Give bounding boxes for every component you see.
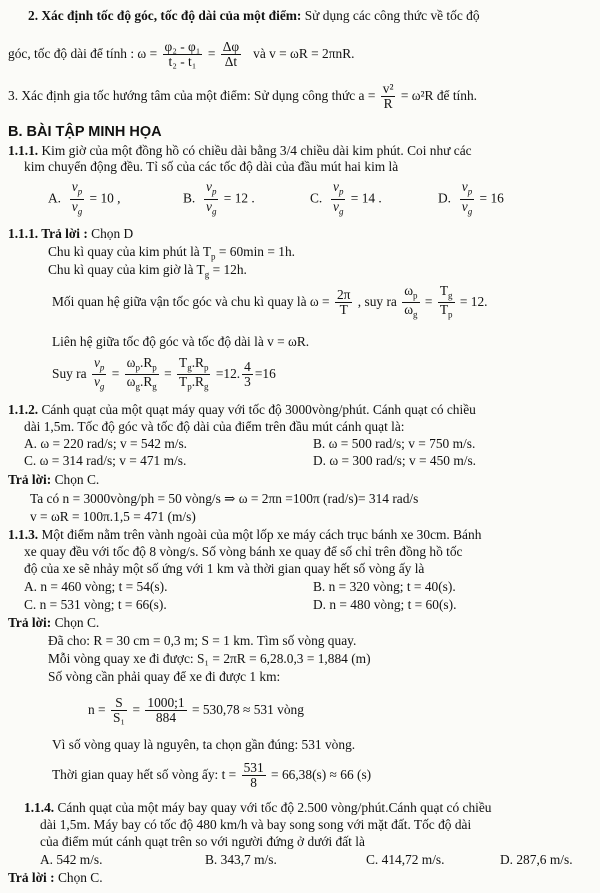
text: Chu kì quay của kim phút là T	[48, 244, 212, 259]
text: Cánh quạt của một máy bay quay với tốc độ 2.500 vòng/phút.Cánh quạt có chiều	[54, 800, 492, 815]
subscript: p	[211, 251, 216, 262]
text: góc, tốc độ dài để tính : ω =	[8, 46, 158, 61]
q113-solution-3: Số vòng cần phải quay để xe đi được 1 km:	[48, 669, 281, 684]
option-value: = 12 .	[223, 190, 255, 206]
fraction	[70, 180, 84, 218]
subscript: g	[204, 269, 210, 280]
q111-option-a[interactable]	[48, 180, 121, 218]
q112-solution-1: Ta có n = 3000vòng/ph = 50 vòng/s ⇒ ω = 2πn =100π (rad/s)= 314 rad/s	[30, 491, 419, 506]
equals: =	[132, 702, 141, 717]
answer-label: Trả lời:	[8, 472, 52, 487]
denominator: t₂ - t₁	[168, 54, 197, 70]
text: = 66,38(s) ≈ 66 (s)	[271, 767, 372, 782]
q111-option-d[interactable]	[438, 180, 504, 218]
method-2-line-1	[28, 8, 480, 24]
denominator: 3	[244, 374, 251, 390]
answer-choice: Chọn C.	[51, 472, 100, 487]
q114-option-d[interactable]: D. 287,6 m/s.	[500, 852, 573, 867]
q113-option-a[interactable]: A. n = 460 vòng; t = 54(s).	[24, 579, 168, 594]
text: = 12h.	[209, 262, 247, 277]
q112-line-1	[8, 402, 476, 418]
q113-line-1	[8, 527, 481, 543]
q112-option-a[interactable]: A. ω = 220 rad/s; v = 542 m/s.	[24, 436, 188, 451]
q111-answer	[8, 226, 133, 242]
subscript: g	[467, 206, 473, 217]
answer-label: Trả lời :	[8, 870, 55, 885]
question-number: 1.1.3.	[8, 527, 39, 542]
fraction	[381, 82, 396, 111]
q114-line-1	[24, 800, 492, 816]
subscript: p	[211, 186, 217, 197]
fraction	[221, 40, 241, 69]
q111-line-2: kim chuyển động đều. Tỉ số của các tốc độ dài của đầu mút hai kim là	[24, 159, 399, 174]
text: và v = ωR = 2πnR.	[253, 46, 355, 61]
text: Kim giờ của một đồng hồ có chiều dài bằng 3/4 chiều dài kim phút. Coi như các	[38, 143, 472, 158]
fraction: $\frac{v_p}{v_g}$	[93, 354, 105, 393]
subscript: g	[211, 206, 217, 217]
fraction	[145, 696, 186, 725]
fraction	[331, 180, 345, 218]
method-2-text: Sử dụng các công thức về tốc độ	[301, 8, 480, 23]
q113-solution-2: Mỗi vòng quay xe đi được: S₁ = 2πR = 6,28.0,3 = 1,884 (m)	[48, 651, 371, 666]
method-2-title: 2. Xác định tốc độ góc, tốc độ dài của một điểm:	[28, 8, 302, 23]
text: = 60min = 1h.	[215, 244, 295, 259]
q111-solution-5: Suy ra $\frac{v_p}{v_g}$ = $\frac{\omega_p.R_p}{\omega_g.R_g}$ = $\frac{T_g.R_p}{T_p.R_g}$ =12. $\frac{4}{3}$ =16	[52, 354, 276, 393]
section-heading: B. BÀI TẬP MINH HỌA	[8, 124, 162, 140]
answer-choice: Chọn C.	[54, 870, 103, 885]
numerator: 4	[244, 359, 251, 375]
q113-solution-1: Đã cho: R = 30 cm = 0,3 m; S = 1 km. Tìm số vòng quay.	[48, 633, 357, 648]
numerator: 2π	[336, 287, 351, 303]
text: Mối quan hệ giữa vận tốc góc và chu kì quay là ω =	[52, 294, 330, 309]
q113-answer	[8, 615, 99, 631]
subscript: p	[338, 186, 344, 197]
q114-line-2: dài 1,5m. Máy bay có tốc độ 480 km/h và bay song song với mặt đất. Tốc độ dài	[40, 817, 472, 832]
q114-line-3: của điểm mút cánh quạt trên so với người đứng ở dưới đất là	[40, 834, 365, 849]
text: Một điểm nằm trên vành ngoài của một lốp xe máy cách trục bánh xe 30cm. Bánh	[38, 527, 482, 542]
q114-option-b[interactable]: B. 343,7 m/s.	[205, 852, 277, 867]
q114-answer	[8, 870, 103, 886]
method-3-line	[8, 78, 477, 114]
subscript: g	[77, 206, 83, 217]
denominator: 884	[155, 710, 177, 726]
denominator: R	[383, 96, 393, 112]
fraction	[460, 180, 474, 218]
q113-line-2: xe quay đều với tốc độ 8 vòng/s. Số vòng bánh xe quay để số chỉ trên đồng hồ tốc	[24, 544, 463, 559]
text: Thời gian quay hết số vòng ấy: t =	[52, 767, 237, 782]
subscript: p	[467, 186, 473, 197]
question-number: 1.1.4.	[24, 800, 55, 815]
subscript: p	[77, 186, 83, 197]
denominator: S₁	[112, 710, 126, 726]
q114-option-c[interactable]: C. 414,72 m/s.	[366, 852, 445, 867]
denominator: T	[339, 302, 348, 318]
question-number: 1.1.1.	[8, 143, 39, 158]
numerator: 531	[243, 760, 264, 776]
q111-option-c[interactable]	[310, 180, 382, 218]
text: Chu kì quay của kim giờ là T	[48, 262, 205, 277]
denominator: v	[71, 198, 78, 214]
option-label: C.	[310, 190, 323, 206]
text: = ω²R để tính.	[400, 88, 478, 103]
q113-option-b[interactable]: B. n = 320 vòng; t = 40(s).	[313, 579, 456, 594]
q113-solution-5: Vì số vòng quay là nguyên, ta chọn gần đúng: 531 vòng.	[52, 737, 356, 752]
denominator: 8	[250, 775, 257, 791]
q111-option-b[interactable]	[183, 180, 255, 218]
text: =16	[254, 366, 276, 381]
q113-line-3: độ của xe sẽ nhảy một số ứng với 1 km và thời gian quay hết số vòng ấy là	[24, 561, 425, 576]
fraction: $\frac{T_g}{T_p}$	[439, 282, 453, 321]
text: 3. Xác định gia tốc hướng tâm của một điểm: Sử dụng công thức a =	[8, 88, 376, 103]
q113-solution-4	[88, 690, 304, 730]
q112-line-2: dài 1,5m. Tốc độ góc và tốc độ dài của điểm trên đầu mút cánh quạt là:	[24, 419, 405, 434]
q112-option-c[interactable]: C. ω = 314 rad/s; v = 471 m/s.	[24, 453, 187, 468]
numerator: φ₂ - φ₁	[164, 39, 201, 55]
equals: =	[207, 46, 216, 61]
fraction: $\frac{\omega_p}{\omega_g}$	[404, 282, 418, 321]
fraction: $\frac{T_g.R_p}{T_p.R_g}$	[179, 354, 209, 393]
fraction	[163, 40, 203, 69]
denominator: v	[205, 198, 212, 214]
text: =12.	[215, 366, 241, 381]
text: , suy ra	[357, 294, 397, 309]
fraction	[242, 761, 266, 790]
numerator: 1000;1	[147, 695, 185, 711]
fraction	[204, 180, 218, 218]
numerator: v	[461, 179, 468, 194]
fraction	[111, 696, 127, 725]
text: n =	[88, 702, 106, 717]
text: = 530,78 ≈ 531 vòng	[191, 702, 304, 717]
option-value: = 10 ,	[89, 190, 121, 206]
fraction: $\frac{\omega_p.R_p}{\omega_g.R_g}$	[126, 354, 157, 393]
q111-line-1	[8, 143, 472, 159]
q113-solution-6	[52, 755, 371, 795]
answer-label: Trả lời:	[8, 615, 52, 630]
numerator: v	[71, 179, 78, 194]
fraction	[242, 360, 253, 389]
q114-option-a[interactable]: A. 542 m/s.	[40, 852, 103, 867]
numerator: S	[111, 696, 127, 711]
q112-answer	[8, 472, 99, 488]
numerator: v	[332, 179, 339, 194]
answer-label: 1.1.1. Trả lời :	[8, 226, 88, 241]
option-label: B.	[183, 190, 196, 206]
answer-choice: Chọn C.	[51, 615, 100, 630]
denominator: v	[461, 198, 468, 214]
option-label: A.	[48, 190, 62, 206]
answer-choice: Chọn D	[87, 226, 134, 241]
q111-solution-2	[48, 262, 247, 283]
q111-solution-4: Liên hệ giữa tốc độ góc và tốc độ dài là v = ωR.	[52, 334, 310, 349]
q112-option-b[interactable]: B. ω = 500 rad/s; v = 750 m/s.	[313, 436, 476, 451]
denominator: Δt	[224, 54, 238, 70]
q113-option-d[interactable]: D. n = 480 vòng; t = 60(s).	[313, 597, 457, 612]
option-value: = 14 .	[350, 190, 382, 206]
text: = 12.	[459, 294, 488, 309]
q113-option-c[interactable]: C. n = 531 vòng; t = 66(s).	[24, 597, 167, 612]
option-label: D.	[438, 190, 452, 206]
q111-solution-3	[52, 282, 488, 322]
numerator: Δφ	[222, 39, 240, 55]
subscript: g	[338, 206, 344, 217]
q112-option-d[interactable]: D. ω = 300 rad/s; v = 450 m/s.	[313, 453, 477, 468]
denominator: v	[332, 198, 339, 214]
text: Suy ra	[52, 366, 87, 381]
text: Cánh quạt của một quạt máy quay với tốc độ 3000vòng/phút. Cánh quạt có chiều	[38, 402, 476, 417]
fraction	[335, 288, 352, 317]
numerator: v²	[382, 81, 394, 97]
method-2-line-2	[8, 36, 354, 72]
numerator: v	[205, 179, 212, 194]
equals: =	[424, 294, 433, 309]
q112-solution-2: v = ωR = 100π.1,5 = 471 (m/s)	[30, 509, 196, 524]
option-value: = 16	[479, 190, 504, 206]
question-number: 1.1.2.	[8, 402, 39, 417]
